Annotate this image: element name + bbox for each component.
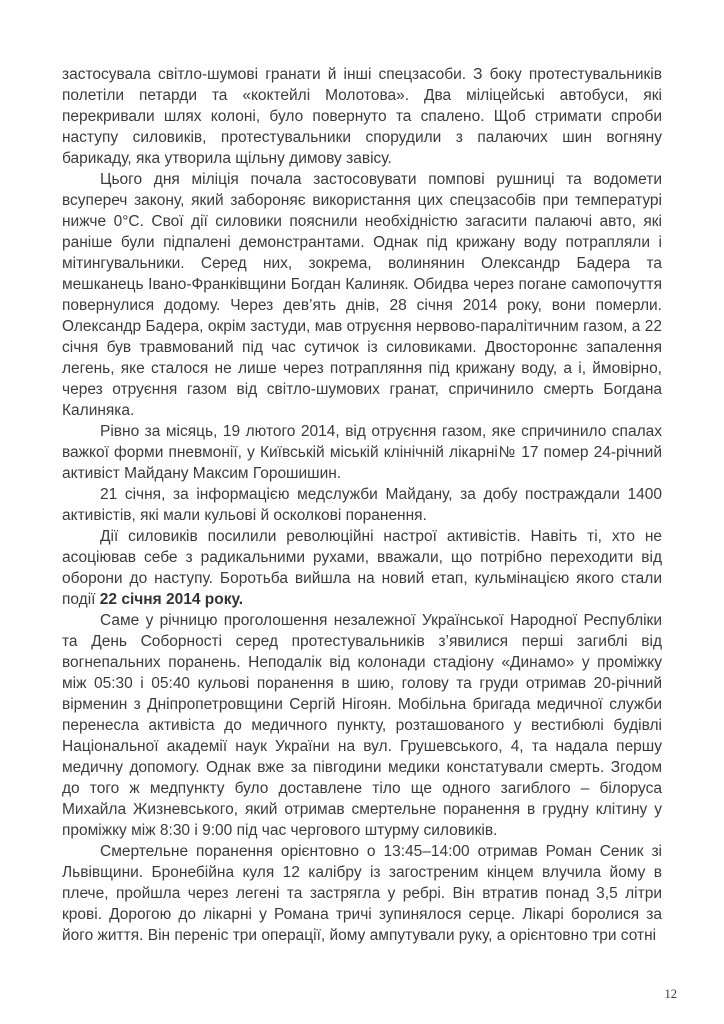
text-container	[62, 64, 662, 946]
body-text: Рівно за місяць, 19 лютого 2014, від отруєння газом, яке спричинило спалах важкої форми пневмонії, у Київській міській клінічній лікарні№ 17 помер 24-річний активіст Майдану Максим Горошишин.	[62, 423, 662, 482]
body-text: Дії силовиків посилили революційні настрої активістів. Навіть ті, хто не асоціював себе з радикальними рухами, вважали, що потрібно переходити від оборони до наступу. Боротьба вийшла на новий етап, кульмінацією якого стали події	[62, 528, 662, 608]
paragraph	[62, 841, 662, 946]
paragraph	[62, 421, 662, 484]
body-text: 21 січня, за інформацією медслужби Майдану, за добу постраждали 1400 активістів, які мали кульові й осколкові поранення.	[62, 486, 662, 524]
paragraph	[62, 610, 662, 841]
page-number: 12	[664, 987, 677, 1001]
paragraph	[62, 64, 662, 169]
body-text: Цього дня міліція почала застосовувати помпові рушниці та водомети всупереч закону, який забороняє використання цих спецзасобів при температурі нижче 0°С. Свої дії силовики пояснили необхідністю загасити палаючі авто, які раніше були підпалені демонстрантами. Однак під крижану воду потрапляли і мітингувальники. Серед них, зокрема, волинянин Олександр Бадера та мешканець Івано-Франківщини Богдан Калиняк. Обидва через погане самопочуття повернулися додому. Через дев’ять днів, 28 січня 2014 року, вони померли. Олександр Бадера, окрім застуди, мав отруєння нервово-паралітичним газом, а 22 січня був травмований під час сутичок із силовиками. Двостороннє запалення легень, яке сталося не лише через потрапляння під крижану воду, а і, ймовірно, через отруєння газом від світло-шумових гранат, спричинило смерть Богдана Калиняка.	[62, 171, 662, 419]
body-text: Саме у річницю проголошення незалежної Української Народної Республіки та День Соборності серед протестувальників з’явилися перші загиблі від вогнепальних поранень. Неподалік від колонади стадіону «Динамо» у проміжку між 05:30 і 05:40 кульові поранення в шию, голову та груди отримав 20-річний вірменин з Дніпропетровщини Сергій Нігоян. Мобільна бригада медичної служби перенесла активіста до медичного пункту, розташованого у вестибюлі будівлі Національної академії наук України на вул. Грушевського, 4, та надала першу медичну допомогу. Однак вже за півгодини медики констатували смерть. Згодом до того ж медпункту було доставлене тіло ще одного загиблого – білоруса Михайла Жизневського, який отримав смертельне поранення в грудну клітину у проміжку між 8:30 і 9:00 під час чергового штурму силовиків.	[62, 612, 662, 839]
paragraph	[62, 169, 662, 421]
paragraph	[62, 526, 662, 610]
body-text: Смертельне поранення орієнтовно о 13:45–14:00 отримав Роман Сеник зі Львівщини. Бронебійна куля 12 калібру із загостреним кінцем влучила йому в плече, пройшла через легені та застрягла у ребрі. Він втратив понад 3,5 літри крові. Дорогою до лікарні у Романа тричі зупинялося серце. Лікарі боролися за його життя. Він переніс три операції, йому ампутували руку, а орієнтовно три сотні	[62, 843, 662, 944]
body-text: застосувала світло-шумові гранати й інші спецзасоби. З боку протестувальників полетіли петарди та «коктейлі Молотова». Два міліцейські автобуси, які перекривали шлях колоні, було повернуто та спалено. Щоб стримати спроби наступу силовиків, протестувальники спорудили з палаючих шин вогняну барикаду, яка утворила щільну димову завісу.	[62, 66, 662, 167]
paragraph	[62, 484, 662, 526]
bold-text: 22 січня 2014 року.	[99, 591, 244, 608]
